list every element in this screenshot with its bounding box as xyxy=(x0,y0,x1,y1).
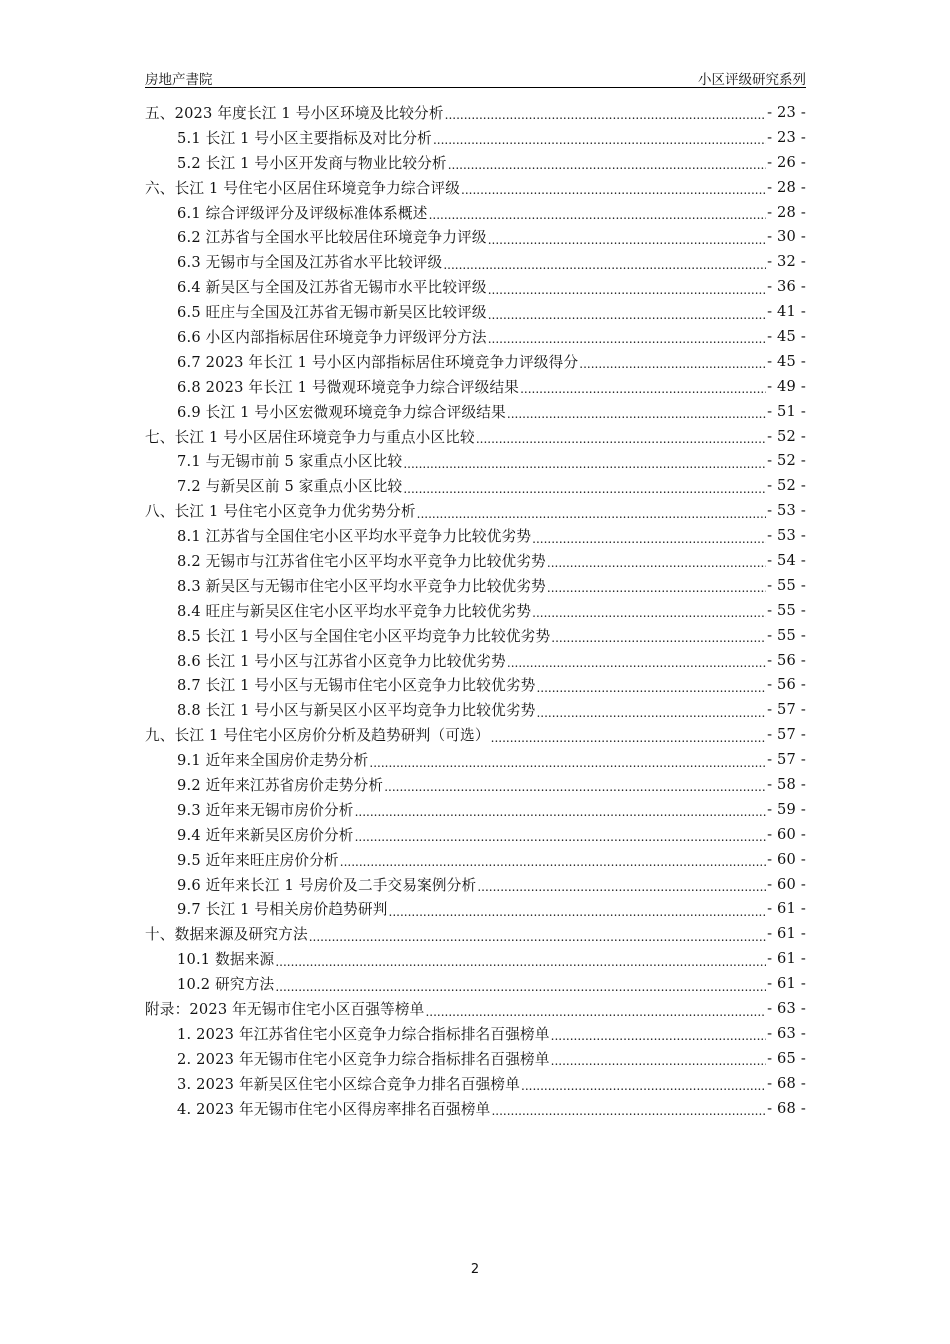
toc-entry-title: 6.4 新吴区与全国及江苏省无锡市水平比较评级 xyxy=(177,279,487,297)
toc-entry-page-number: - 57 - xyxy=(767,726,806,744)
toc-entry-page-number: - 56 - xyxy=(767,651,806,669)
toc-entry-title: 6.5 旺庄与全国及江苏省无锡市新吴区比较评级 xyxy=(177,304,487,322)
toc-section-entry[interactable] xyxy=(145,399,806,424)
toc-dot-leader xyxy=(275,953,766,969)
toc-entry-page-number: - 56 - xyxy=(767,676,806,694)
toc-entry-title: 七、长江 1 号小区居住环境竞争力与重点小区比较 xyxy=(145,428,475,446)
toc-entry-page-number: - 54 - xyxy=(767,551,806,569)
toc-section-entry[interactable] xyxy=(145,772,806,797)
toc-entry-page-number: - 51 - xyxy=(767,402,806,420)
toc-dot-leader xyxy=(443,256,766,272)
toc-dot-leader xyxy=(491,1102,766,1118)
toc-dot-leader xyxy=(389,903,767,919)
toc-dot-leader xyxy=(355,803,766,819)
toc-dot-leader xyxy=(579,355,766,371)
toc-section-entry[interactable] xyxy=(145,274,806,299)
toc-entry-title: 9.3 近年来无锡市房价分析 xyxy=(177,801,354,819)
toc-dot-leader xyxy=(417,505,766,521)
toc-entry-title: 9.5 近年来旺庄房价分析 xyxy=(177,851,339,869)
toc-dot-leader xyxy=(547,554,766,570)
toc-section-entry[interactable] xyxy=(145,125,806,150)
toc-entry-page-number: - 65 - xyxy=(767,1049,806,1067)
toc-entry-title: 八、长江 1 号住宅小区竞争力优劣势分析 xyxy=(145,503,416,521)
toc-dot-leader xyxy=(445,106,766,122)
toc-chapter-entry[interactable] xyxy=(145,175,806,200)
toc-dot-leader xyxy=(520,380,766,396)
toc-section-entry[interactable] xyxy=(145,847,806,872)
toc-section-entry[interactable] xyxy=(145,1071,806,1096)
toc-entry-title: 8.1 江苏省与全国住宅小区平均水平竞争力比较优劣势 xyxy=(177,528,532,546)
toc-entry-title: 5.1 长江 1 号小区主要指标及对比分析 xyxy=(177,129,432,147)
toc-entry-title: 10.2 研究方法 xyxy=(177,976,275,994)
toc-section-entry[interactable] xyxy=(145,897,806,922)
toc-section-entry[interactable] xyxy=(145,872,806,897)
page-header xyxy=(145,66,806,88)
toc-section-entry[interactable] xyxy=(145,1046,806,1071)
toc-entry-title: 8.7 长江 1 号小区与无锡市住宅小区竞争力比较优劣势 xyxy=(177,677,536,695)
toc-entry-page-number: - 55 - xyxy=(767,626,806,644)
toc-entry-page-number: - 60 - xyxy=(767,850,806,868)
toc-entry-page-number: - 26 - xyxy=(767,153,806,171)
toc-entry-page-number: - 52 - xyxy=(767,477,806,495)
toc-entry-page-number: - 61 - xyxy=(767,950,806,968)
toc-entry-page-number: - 61 - xyxy=(767,975,806,993)
toc-entry-title: 6.1 综合评级评分及评级标准体系概述 xyxy=(177,204,428,222)
toc-section-entry[interactable] xyxy=(145,747,806,772)
toc-section-entry[interactable] xyxy=(145,249,806,274)
toc-entry-page-number: - 60 - xyxy=(767,875,806,893)
toc-entry-page-number: - 61 - xyxy=(767,925,806,943)
toc-entry-page-number: - 30 - xyxy=(767,228,806,246)
toc-entry-title: 6.3 无锡市与全国及江苏省水平比较评级 xyxy=(177,254,443,272)
toc-dot-leader xyxy=(532,530,766,546)
toc-dot-leader xyxy=(461,181,766,197)
toc-dot-leader xyxy=(275,978,766,994)
toc-dot-leader xyxy=(488,330,766,346)
toc-section-entry[interactable] xyxy=(145,946,806,971)
toc-entry-title: 8.3 新吴区与无锡市住宅小区平均水平竞争力比较优劣势 xyxy=(177,577,546,595)
toc-entry-page-number: - 53 - xyxy=(767,502,806,520)
toc-section-entry[interactable] xyxy=(145,1021,806,1046)
toc-dot-leader xyxy=(403,455,766,471)
toc-dot-leader xyxy=(547,579,766,595)
toc-chapter-entry[interactable] xyxy=(145,498,806,523)
toc-dot-leader xyxy=(309,928,766,944)
toc-entry-title: 9.2 近年来江苏省房价走势分析 xyxy=(177,776,384,794)
toc-entry-page-number: - 45 - xyxy=(767,327,806,345)
toc-entry-page-number: - 28 - xyxy=(767,178,806,196)
toc-section-entry[interactable] xyxy=(145,598,806,623)
toc-dot-leader xyxy=(340,853,766,869)
toc-section-entry[interactable] xyxy=(145,523,806,548)
toc-entry-page-number: - 55 - xyxy=(767,601,806,619)
toc-dot-leader xyxy=(403,480,766,496)
toc-entry-title: 7.1 与无锡市前 5 家重点小区比较 xyxy=(177,453,403,471)
toc-dot-leader xyxy=(521,1077,766,1093)
toc-entry-page-number: - 36 - xyxy=(767,278,806,296)
toc-chapter-entry[interactable] xyxy=(145,722,806,747)
toc-dot-leader xyxy=(384,778,766,794)
toc-entry-page-number: - 52 - xyxy=(767,427,806,445)
toc-section-entry[interactable] xyxy=(145,822,806,847)
toc-section-entry[interactable] xyxy=(145,797,806,822)
toc-entry-page-number: - 41 - xyxy=(767,303,806,321)
toc-entry-title: 9.4 近年来新吴区房价分析 xyxy=(177,826,354,844)
toc-entry-title: 九、长江 1 号住宅小区房价分析及趋势研判（可选） xyxy=(145,727,490,745)
toc-section-entry[interactable] xyxy=(145,374,806,399)
toc-entry-title: 7.2 与新吴区前 5 家重点小区比较 xyxy=(177,478,403,496)
toc-entry-title: 1. 2023 年江苏省住宅小区竞争力综合指标排名百强榜单 xyxy=(177,1025,550,1043)
toc-entry-title: 五、2023 年度长江 1 号小区环境及比较分析 xyxy=(145,104,444,122)
toc-entry-title: 3. 2023 年新吴区住宅小区综合竞争力排名百强榜单 xyxy=(177,1075,521,1093)
toc-entry-title: 9.6 近年来长江 1 号房价及二手交易案例分析 xyxy=(177,876,477,894)
toc-entry-page-number: - 60 - xyxy=(767,825,806,843)
toc-section-entry[interactable] xyxy=(145,448,806,473)
toc-entry-title: 4. 2023 年无锡市住宅小区得房率排名百强榜单 xyxy=(177,1100,491,1118)
toc-dot-leader xyxy=(507,405,766,421)
toc-dot-leader xyxy=(551,1052,766,1068)
toc-dot-leader xyxy=(476,430,766,446)
toc-dot-leader xyxy=(536,704,766,720)
toc-entry-title: 6.7 2023 年长江 1 号小区内部指标居住环境竞争力评级得分 xyxy=(177,353,579,371)
toc-entry-title: 9.7 长江 1 号相关房价趋势研判 xyxy=(177,901,388,919)
toc-dot-leader xyxy=(355,828,766,844)
toc-entry-page-number: - 57 - xyxy=(767,751,806,769)
toc-entry-page-number: - 55 - xyxy=(767,576,806,594)
toc-entry-page-number: - 58 - xyxy=(767,775,806,793)
toc-entry-page-number: - 32 - xyxy=(767,253,806,271)
toc-dot-leader xyxy=(488,306,766,322)
toc-dot-leader xyxy=(425,1003,766,1019)
toc-dot-leader xyxy=(369,754,766,770)
table-of-contents xyxy=(145,100,806,1121)
toc-entry-title: 6.6 小区内部指标居住环境竞争力评级评分方法 xyxy=(177,328,487,346)
page-number: 2 xyxy=(470,1262,480,1277)
toc-entry-title: 8.2 无锡市与江苏省住宅小区平均水平竞争力比较优劣势 xyxy=(177,552,546,570)
toc-entry-title: 十、数据来源及研究方法 xyxy=(145,926,308,944)
toc-entry-title: 2. 2023 年无锡市住宅小区竞争力综合指标排名百强榜单 xyxy=(177,1050,550,1068)
toc-entry-title: 8.4 旺庄与新吴区住宅小区平均水平竞争力比较优劣势 xyxy=(177,602,532,620)
toc-section-entry[interactable] xyxy=(145,971,806,996)
toc-dot-leader xyxy=(532,604,766,620)
toc-section-entry[interactable] xyxy=(145,623,806,648)
toc-dot-leader xyxy=(491,729,766,745)
toc-chapter-entry[interactable] xyxy=(145,921,806,946)
toc-dot-leader xyxy=(507,654,766,670)
toc-section-entry[interactable] xyxy=(145,299,806,324)
toc-entry-page-number: - 23 - xyxy=(767,103,806,121)
toc-dot-leader xyxy=(551,629,766,645)
toc-section-entry[interactable] xyxy=(145,548,806,573)
toc-section-entry[interactable] xyxy=(145,697,806,722)
toc-chapter-entry[interactable] xyxy=(145,996,806,1021)
toc-entry-page-number: - 68 - xyxy=(767,1074,806,1092)
toc-section-entry[interactable] xyxy=(145,1096,806,1121)
toc-entry-page-number: - 28 - xyxy=(767,203,806,221)
toc-entry-title: 6.9 长江 1 号小区宏微观环境竞争力综合评级结果 xyxy=(177,403,506,421)
toc-entry-page-number: - 63 - xyxy=(767,1000,806,1017)
toc-dot-leader xyxy=(551,1027,766,1043)
toc-entry-title: 9.1 近年来全国房价走势分析 xyxy=(177,752,369,770)
toc-section-entry[interactable] xyxy=(145,150,806,175)
toc-dot-leader xyxy=(488,231,766,247)
toc-dot-leader xyxy=(536,679,766,695)
toc-chapter-entry[interactable] xyxy=(145,100,806,125)
toc-entry-title: 6.2 江苏省与全国水平比较居住环境竞争力评级 xyxy=(177,229,487,247)
toc-entry-title: 6.8 2023 年长江 1 号微观环境竞争力综合评级结果 xyxy=(177,378,520,396)
toc-entry-page-number: - 59 - xyxy=(767,800,806,818)
header-publisher: 房地产書院 xyxy=(145,72,213,88)
toc-entry-page-number: - 61 - xyxy=(767,900,806,918)
toc-dot-leader xyxy=(488,281,766,297)
toc-section-entry[interactable] xyxy=(145,324,806,349)
toc-entry-title: 8.6 长江 1 号小区与江苏省小区竞争力比较优劣势 xyxy=(177,652,506,670)
toc-dot-leader xyxy=(477,878,766,894)
toc-section-entry[interactable] xyxy=(145,573,806,598)
toc-entry-title: 8.5 长江 1 号小区与全国住宅小区平均竞争力比较优劣势 xyxy=(177,627,551,645)
toc-dot-leader xyxy=(433,131,766,147)
header-series-title: 小区评级研究系列 xyxy=(698,72,806,88)
toc-entry-page-number: - 53 - xyxy=(767,527,806,545)
toc-entry-title: 10.1 数据来源 xyxy=(177,951,275,969)
toc-entry-page-number: - 49 - xyxy=(767,377,806,395)
toc-section-entry[interactable] xyxy=(145,224,806,249)
toc-section-entry[interactable] xyxy=(145,473,806,498)
toc-entry-title: 六、长江 1 号住宅小区居住环境竞争力综合评级 xyxy=(145,179,461,197)
toc-entry-page-number: - 45 - xyxy=(767,352,806,370)
toc-dot-leader xyxy=(429,206,767,222)
toc-entry-page-number: - 68 - xyxy=(767,1099,806,1117)
toc-entry-title: 8.8 长江 1 号小区与新吴区小区平均竞争力比较优劣势 xyxy=(177,702,536,720)
toc-entry-page-number: - 63 - xyxy=(767,1024,806,1042)
toc-entry-page-number: - 57 - xyxy=(767,701,806,719)
toc-section-entry[interactable] xyxy=(145,200,806,225)
toc-dot-leader xyxy=(448,156,766,172)
toc-section-entry[interactable] xyxy=(145,349,806,374)
toc-entry-page-number: - 23 - xyxy=(767,128,806,146)
toc-section-entry[interactable] xyxy=(145,648,806,673)
toc-section-entry[interactable] xyxy=(145,672,806,697)
toc-chapter-entry[interactable] xyxy=(145,424,806,449)
toc-entry-title: 附录：2023 年无锡市住宅小区百强等榜单 xyxy=(145,1001,425,1018)
toc-entry-page-number: - 52 - xyxy=(767,452,806,470)
toc-entry-title: 5.2 长江 1 号小区开发商与物业比较分析 xyxy=(177,154,447,172)
